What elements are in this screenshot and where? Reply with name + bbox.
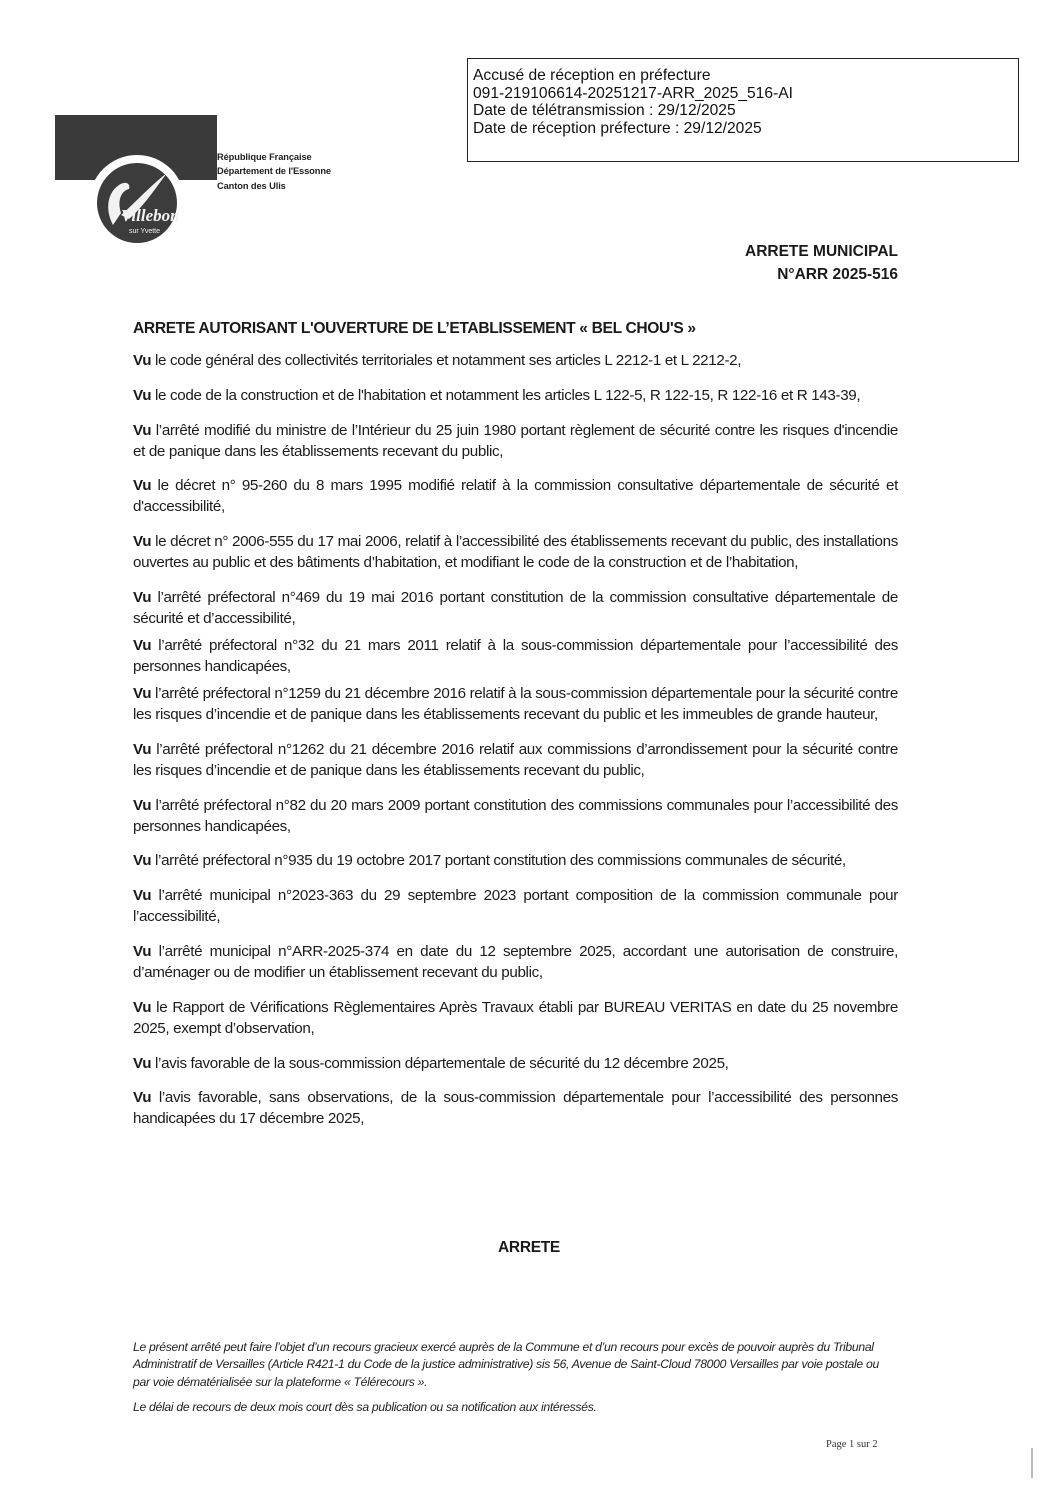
consideration-paragraph bbox=[133, 385, 898, 406]
consideration-text: le code général des collectivités territoriales et notamment ses articles L 2212-1 et L 2212-2, bbox=[151, 352, 742, 369]
consideration-paragraph bbox=[133, 350, 898, 371]
scan-artifact bbox=[1031, 1448, 1033, 1478]
vu-label: Vu bbox=[133, 852, 152, 870]
consideration-paragraph bbox=[133, 795, 898, 837]
ack-reference: 091-219106614-20251217-ARR_2025_516-AI bbox=[473, 84, 793, 102]
consideration-text: l’arrêté préfectoral n°32 du 21 mars 2011 relatif à la sous-commission départementale pour l’accessibilité des personnes handicapées, bbox=[133, 636, 898, 675]
villebon-logo bbox=[55, 115, 220, 245]
vu-label: Vu bbox=[133, 421, 152, 439]
vu-label: Vu bbox=[133, 1089, 152, 1107]
consideration-paragraph bbox=[133, 475, 898, 517]
appeal-deadline: Le délai de recours de deux mois court dès sa publication ou sa notification aux intéressés. bbox=[133, 1399, 597, 1414]
vu-label: Vu bbox=[133, 386, 152, 404]
consideration-text: l’arrêté modifié du ministre de l’Intérieur du 25 juin 1980 portant règlement de sécurité contre les risques d'incendie et de panique dans les établissements recevant du public, bbox=[133, 421, 898, 460]
consideration-text: l’arrêté préfectoral n°82 du 20 mars 2009 portant constitution des commissions communales pour l’accessibilité des personnes handicapées, bbox=[133, 796, 898, 835]
org-republic: République Française bbox=[217, 152, 312, 162]
vu-label: Vu bbox=[133, 740, 152, 758]
appeal-notice: Le présent arrêté peut faire l’objet d’un recours gracieux exercé auprès de la Commune et d’un recours pour excès de pouvoir auprès du Tribunal Administratif de Versailles (Article R421-1 du Code de la justice administrative) sis 56, Avenue de Saint-Cloud 78000 Versailles par voie postale ou par voie dématérialisée sur la plateforme « Télérecours ». bbox=[133, 1340, 879, 1389]
consideration-text: l’arrêté préfectoral n°469 du 19 mai 2016 portant constitution de la commission consultative départementale de sécurité et d’accessibilité, bbox=[133, 588, 898, 627]
consideration-text: le code de la construction et de l'habitation et notamment les articles L 122-5, R 122-15, R 122-16 et R 143-39, bbox=[151, 386, 861, 404]
page-number: Page 1 sur 2 bbox=[826, 1439, 878, 1450]
vu-label: Vu bbox=[133, 796, 152, 814]
decree-number: N°ARR 2025-516 bbox=[777, 266, 898, 283]
consideration-text: le décret n° 95-260 du 8 mars 1995 modifié relatif à la commission consultative départementale de sécurité et d'accessibilité, bbox=[133, 477, 898, 516]
consideration-text: l’avis favorable de la sous-commission départementale de sécurité du 12 décembre 2025, bbox=[151, 1054, 729, 1072]
consideration-paragraph bbox=[133, 850, 898, 871]
logo-subtext: sur Yvette bbox=[129, 228, 161, 235]
vu-label: Vu bbox=[133, 533, 152, 551]
vu-label: Vu bbox=[133, 684, 152, 702]
decree-title-block bbox=[745, 240, 898, 286]
logo-text: Villebon bbox=[121, 206, 180, 225]
vu-label: Vu bbox=[133, 352, 152, 369]
consideration-text: l’arrêté préfectoral n°1262 du 21 décembre 2016 relatif aux commissions d’arrondissement pour la sécurité contre les risques d’incendie et de panique dans les établissements recevant du public, bbox=[133, 740, 898, 779]
consideration-text: l’arrêté municipal n°ARR-2025-374 en date du 12 septembre 2025, accordant une autorisation de construire, d’aménager ou de modifier un établissement recevant du public, bbox=[133, 942, 898, 981]
considerations-list bbox=[133, 350, 898, 1143]
org-canton: Canton des Ulis bbox=[217, 180, 286, 191]
consideration-paragraph bbox=[133, 1087, 898, 1129]
vu-label: Vu bbox=[133, 998, 152, 1016]
consideration-paragraph bbox=[133, 885, 898, 927]
organization-block bbox=[217, 150, 331, 193]
consideration-paragraph bbox=[133, 531, 898, 573]
vu-label: Vu bbox=[133, 588, 152, 606]
ack-reception-date: Date de réception préfecture : 29/12/2025 bbox=[473, 119, 762, 137]
consideration-text: l’arrêté municipal n°2023-363 du 29 septembre 2023 portant composition de la commission communale pour l’accessibilité, bbox=[133, 887, 898, 926]
vu-label: Vu bbox=[133, 942, 152, 960]
acknowledgment-box bbox=[467, 58, 1019, 162]
ack-transmission-date: Date de télétransmission : 29/12/2025 bbox=[473, 102, 736, 119]
vu-label: Vu bbox=[133, 636, 152, 654]
consideration-text: le Rapport de Vérifications Règlementaires Après Travaux établi par BUREAU VERITAS en date du 25 novembre 2025, exempt d’observation, bbox=[133, 998, 898, 1037]
ack-title: Accusé de réception en préfecture bbox=[473, 67, 711, 84]
consideration-paragraph bbox=[133, 997, 898, 1039]
legal-footer bbox=[133, 1339, 898, 1424]
consideration-text: l’arrêté préfectoral n°1259 du 21 décembre 2016 relatif à la sous-commission départementale pour la sécurité contre les risques d’incendie et de panique dans les établissements recevant du public et les immeubles de grande hauteur, bbox=[133, 684, 898, 723]
consideration-text: l’avis favorable, sans observations, de la sous-commission départementale pour l’accessibilité des personnes handicapées du 17 décembre 2025, bbox=[133, 1089, 898, 1128]
consideration-paragraph bbox=[133, 420, 898, 462]
org-department: Département de l'Essonne bbox=[217, 166, 331, 177]
vu-label: Vu bbox=[133, 887, 152, 905]
consideration-paragraph bbox=[133, 635, 898, 677]
consideration-paragraph bbox=[133, 587, 898, 629]
decree-type: ARRETE MUNICIPAL bbox=[745, 243, 898, 260]
vu-label: Vu bbox=[133, 477, 152, 495]
decision-heading: ARRETE bbox=[498, 1239, 560, 1256]
vu-label: Vu bbox=[133, 1054, 152, 1072]
consideration-paragraph bbox=[133, 739, 898, 781]
document-heading: ARRETE AUTORISANT L'OUVERTURE DE L’ETABLISSEMENT « BEL CHOU'S » bbox=[133, 320, 696, 337]
consideration-text: le décret n° 2006-555 du 17 mai 2006, relatif à l’accessibilité des établissements recevant du public, des installations ouvertes au public et des bâtiments d’habitation, et modifiant le code de la construction et de l’habitation, bbox=[133, 533, 898, 572]
consideration-text: l’arrêté préfectoral n°935 du 19 octobre 2017 portant constitution des commissions communales de sécurité, bbox=[151, 852, 846, 870]
consideration-paragraph bbox=[133, 1053, 898, 1074]
consideration-paragraph bbox=[133, 941, 898, 983]
consideration-paragraph bbox=[133, 683, 898, 725]
